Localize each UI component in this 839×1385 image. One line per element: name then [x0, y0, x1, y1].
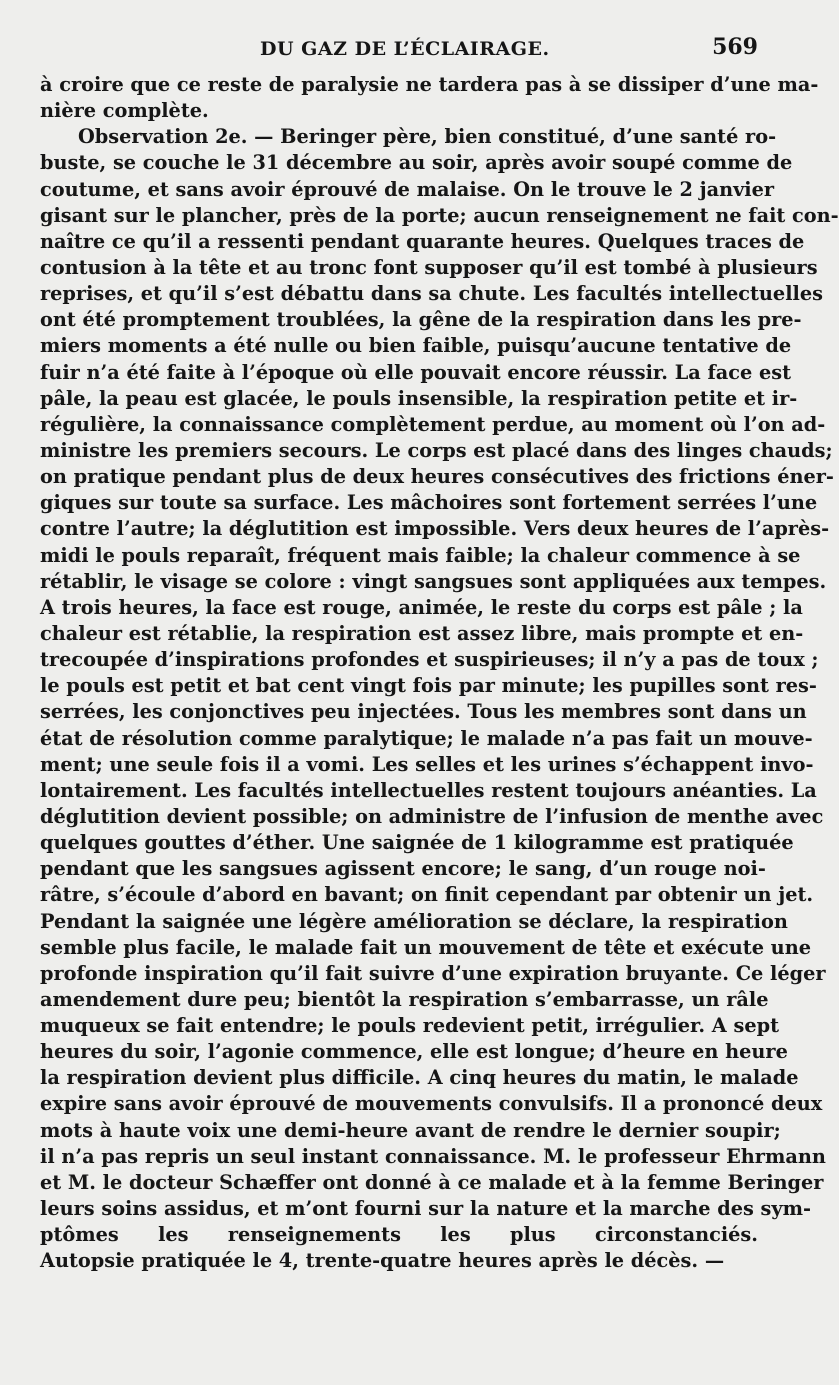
text-line: ont été promptement troublées, la gêne de la respiration dans les pre- [40, 308, 802, 332]
text-line: amendement dure peu; bientôt la respiration s’embarrasse, un râle [40, 987, 769, 1011]
text-line: et M. le docteur Schæffer ont donné à ce malade et à la femme Beringer [40, 1170, 824, 1194]
text-line: râtre, s’écoule d’abord en bavant; on finit cependant par obtenir un jet. [40, 883, 814, 907]
text-line: Autopsie pratiquée le 4, trente-quatre heures après le décès. — [40, 1249, 725, 1273]
text-line: muqueux se fait entendre; le pouls redevient petit, irrégulier. A sept [40, 1014, 779, 1038]
text-line: à croire que ce reste de paralysie ne tardera pas à se dissiper d’une ma- [40, 73, 819, 96]
text-line: trecoupée d’inspirations profondes et suspirieuses; il n’y a pas de toux ; [40, 648, 819, 672]
text-line: lontairement. Les facultés intellectuelles restent toujours anéanties. La [40, 778, 817, 802]
body-text [40, 72, 839, 1301]
text-line: giques sur toute sa surface. Les mâchoires sont fortement serrées l’une [40, 491, 818, 515]
page-number: 569 [712, 34, 758, 60]
text-line: état de résolution comme paralytique; le malade n’a pas fait un mouve- [40, 726, 813, 750]
text-line: le pouls est petit et bat cent vingt fois par minute; les pupilles sont res- [40, 674, 817, 698]
text-line: Pendant la saignée une légère amélioration se déclare, la respiration [40, 909, 788, 933]
text-line: mots à haute voix une demi-heure avant de rendre le dernier soupir; [40, 1118, 781, 1142]
text-line: régulière, la connaissance complètement perdue, au moment où l’on ad- [40, 412, 826, 436]
text-line: serrées, les conjonctives peu injectées. Tous les membres sont dans un [40, 700, 807, 724]
text-line [40, 1274, 758, 1300]
text-line: la respiration devient plus difficile. A cinq heures du matin, le malade [40, 1066, 799, 1090]
text-line: ptômes les renseignements les plus circonstanciés. [40, 1223, 758, 1247]
text-line: heures du soir, l’agonie commence, elle est longue; d’heure en heure [40, 1040, 788, 1064]
text-line: reprises, et qu’il s’est débattu dans sa chute. Les facultés intellectuelles [40, 282, 823, 306]
text-line: il n’a pas repris un seul instant connaissance. M. le professeur Ehrmann [40, 1144, 826, 1168]
text-line: rétablir, le visage se colore : vingt sangsues sont appliquées aux tempes. [40, 569, 827, 593]
text-line: fuir n’a été faite à l’époque où elle pouvait encore réussir. La face est [40, 360, 792, 384]
page-header [40, 34, 760, 66]
text-line: contusion à la tête et au tronc font supposer qu’il est tombé à plusieurs [40, 255, 818, 279]
text-line: Observation 2e. — Beringer père, bien constitué, d’une santé ro- [78, 125, 777, 149]
text-line: naître ce qu’il a ressenti pendant quarante heures. Quelques traces de [40, 229, 805, 253]
text-line: semble plus facile, le malade fait un mouvement de tête et exécute une [40, 935, 811, 959]
running-head: DU GAZ DE L’ÉCLAIRAGE. [260, 38, 550, 60]
text-line: nière complète. [40, 99, 209, 123]
text-line: expire sans avoir éprouvé de mouvements convulsifs. Il a prononcé deux [40, 1092, 823, 1116]
text-line: chaleur est rétablie, la respiration est assez libre, mais prompte et en- [40, 621, 804, 645]
text-line: contre l’autre; la déglutition est impossible. Vers deux heures de l’après- [40, 517, 830, 541]
text-line: midi le pouls reparaît, fréquent mais faible; la chaleur commence à se [40, 543, 801, 567]
text-line: miers moments a été nulle ou bien faible, puisqu’aucune tentative de [40, 334, 792, 358]
text-line: profonde inspiration qu’il fait suivre d’une expiration bruyante. Ce léger [40, 961, 826, 985]
text-line: on pratique pendant plus de deux heures consécutives des frictions éner- [40, 465, 834, 489]
text-line: quelques gouttes d’éther. Une saignée de 1 kilogramme est pratiquée [40, 831, 794, 855]
text-line: ministre les premiers secours. Le corps est placé dans des linges chauds; [40, 438, 833, 462]
text-line: pendant que les sangsues agissent encore; le sang, d’un rouge noi- [40, 857, 766, 881]
text-line: leurs soins assidus, et m’ont fourni sur la nature et la marche des sym- [40, 1197, 811, 1221]
text-line: gisant sur le plancher, près de la porte; aucun renseignement ne fait con- [40, 203, 839, 227]
text-line: ment; une seule fois il a vomi. Les selles et les urines s’échappent invo- [40, 752, 814, 776]
text-line: pâle, la peau est glacée, le pouls insensible, la respiration petite et ir- [40, 386, 798, 410]
text-line: buste, se couche le 31 décembre au soir, après avoir soupé comme de [40, 151, 793, 175]
text-line: A trois heures, la face est rouge, animée, le reste du corps est pâle ; la [40, 595, 803, 619]
text-line: coutume, et sans avoir éprouvé de malaise. On le trouve le 2 janvier [40, 177, 775, 201]
text-line: déglutition devient possible; on administre de l’infusion de menthe avec [40, 804, 824, 828]
